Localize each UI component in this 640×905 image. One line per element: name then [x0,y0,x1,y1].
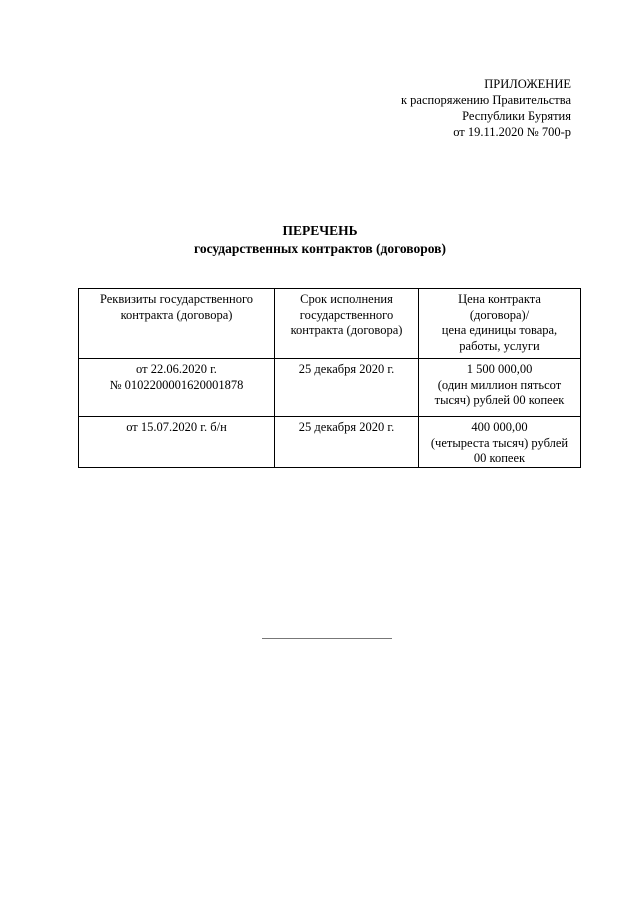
contracts-table [78,288,581,468]
appendix-label: ПРИЛОЖЕНИЕ [484,77,571,91]
appendix-order-ref: к распоряжению Правительства [400,93,571,107]
separator-line [262,638,392,639]
cell-requisites: от 15.07.2020 г. б/н [79,417,275,468]
header-term: Срок исполнения государственного контракта (договора) [275,289,419,359]
appendix-header [401,76,571,140]
cell-price: 400 000,00 (четыреста тысяч) рублей 00 копеек [419,417,581,468]
table-row [79,359,581,417]
table-row [79,417,581,468]
appendix-republic: Республики Бурятия [462,109,571,123]
title-sub: государственных контрактов (договоров) [194,241,446,256]
cell-term: 25 декабря 2020 г. [275,359,419,417]
cell-price: 1 500 000,00 (один миллион пятьсот тысяч) рублей 00 копеек [419,359,581,417]
header-price: Цена контракта (договора)/ цена единицы товара, работы, услуги [419,289,581,359]
title-main: ПЕРЕЧЕНЬ [282,223,358,238]
document-title [0,222,640,258]
header-requisites: Реквизиты государственного контракта (договора) [79,289,275,359]
appendix-date-number: от 19.11.2020 № 700-р [453,125,571,139]
cell-term: 25 декабря 2020 г. [275,417,419,468]
cell-requisites: от 22.06.2020 г. № 0102200001620001878 [79,359,275,417]
table-header-row [79,289,581,359]
